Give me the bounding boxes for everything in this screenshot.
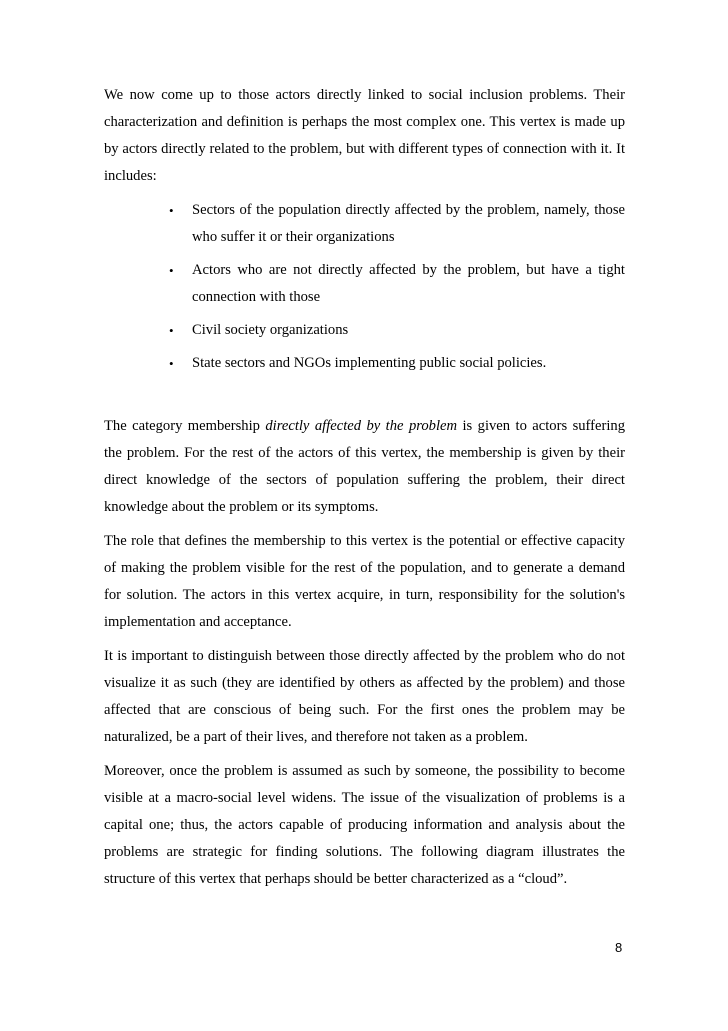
paragraph-role: The role that defines the membership to this vertex is the potential or effective capacity of making the problem visible for the rest of the population, and to generate a demand for solution. The actors in this vertex acquire, in turn, responsibility for the solution's implementation and acceptance. [104,533,625,630]
paragraph-intro: We now come up to those actors directly linked to social inclusion problems. Their characterization and definition is perhaps the most complex one. This vertex is made up by actors directly related to the problem, but with different types of connection with it. It includes: [104,87,625,184]
bullet-icon: • [169,356,174,371]
list-item [169,257,625,311]
bullet-icon: • [169,263,174,278]
paragraph-distinguish: It is important to distinguish between those directly affected by the problem who do not visualize it as such (they are identified by others as affected by the problem) and those affected that are conscious of being such. For the first ones the problem may be naturalized, be a part of their lives, and therefore not taken as a problem. [104,648,625,745]
paragraph-membership [104,413,625,521]
page-number: 8 [615,940,623,955]
membership-text-after: is given to actors suffering the problem. For the rest of the actors of this vertex, the membership is given by their direct knowledge of the sectors of population suffering the problem, their direct knowledge about the problem or its symptoms. [104,418,625,515]
membership-emphasis: directly affected by the problem [265,418,458,434]
list-item-text: Actors who are not directly affected by the problem, but have a tight connection with those [192,262,625,305]
list-item-text: Civil society organizations [192,322,349,338]
list-item [169,350,625,377]
bullet-list [104,197,625,377]
list-item-text: Sectors of the population directly affected by the problem, namely, those who suffer it or their organizations [192,202,625,245]
list-item [169,197,625,251]
bullet-icon: • [169,203,174,218]
paragraph-visualization: Moreover, once the problem is assumed as such by someone, the possibility to become visible at a macro-social level widens. The issue of the visualization of problems is a capital one; thus, the actors capable of producing information and analysis about the problems are strategic for finding solutions. The following diagram illustrates the structure of this vertex that perhaps should be better characterized as a “cloud”. [104,763,625,887]
bullet-icon: • [169,323,174,338]
page-body [104,82,625,893]
membership-text-before: The category membership [104,418,266,434]
list-item [169,317,625,344]
list-item-text: State sectors and NGOs implementing public social policies. [192,355,547,371]
